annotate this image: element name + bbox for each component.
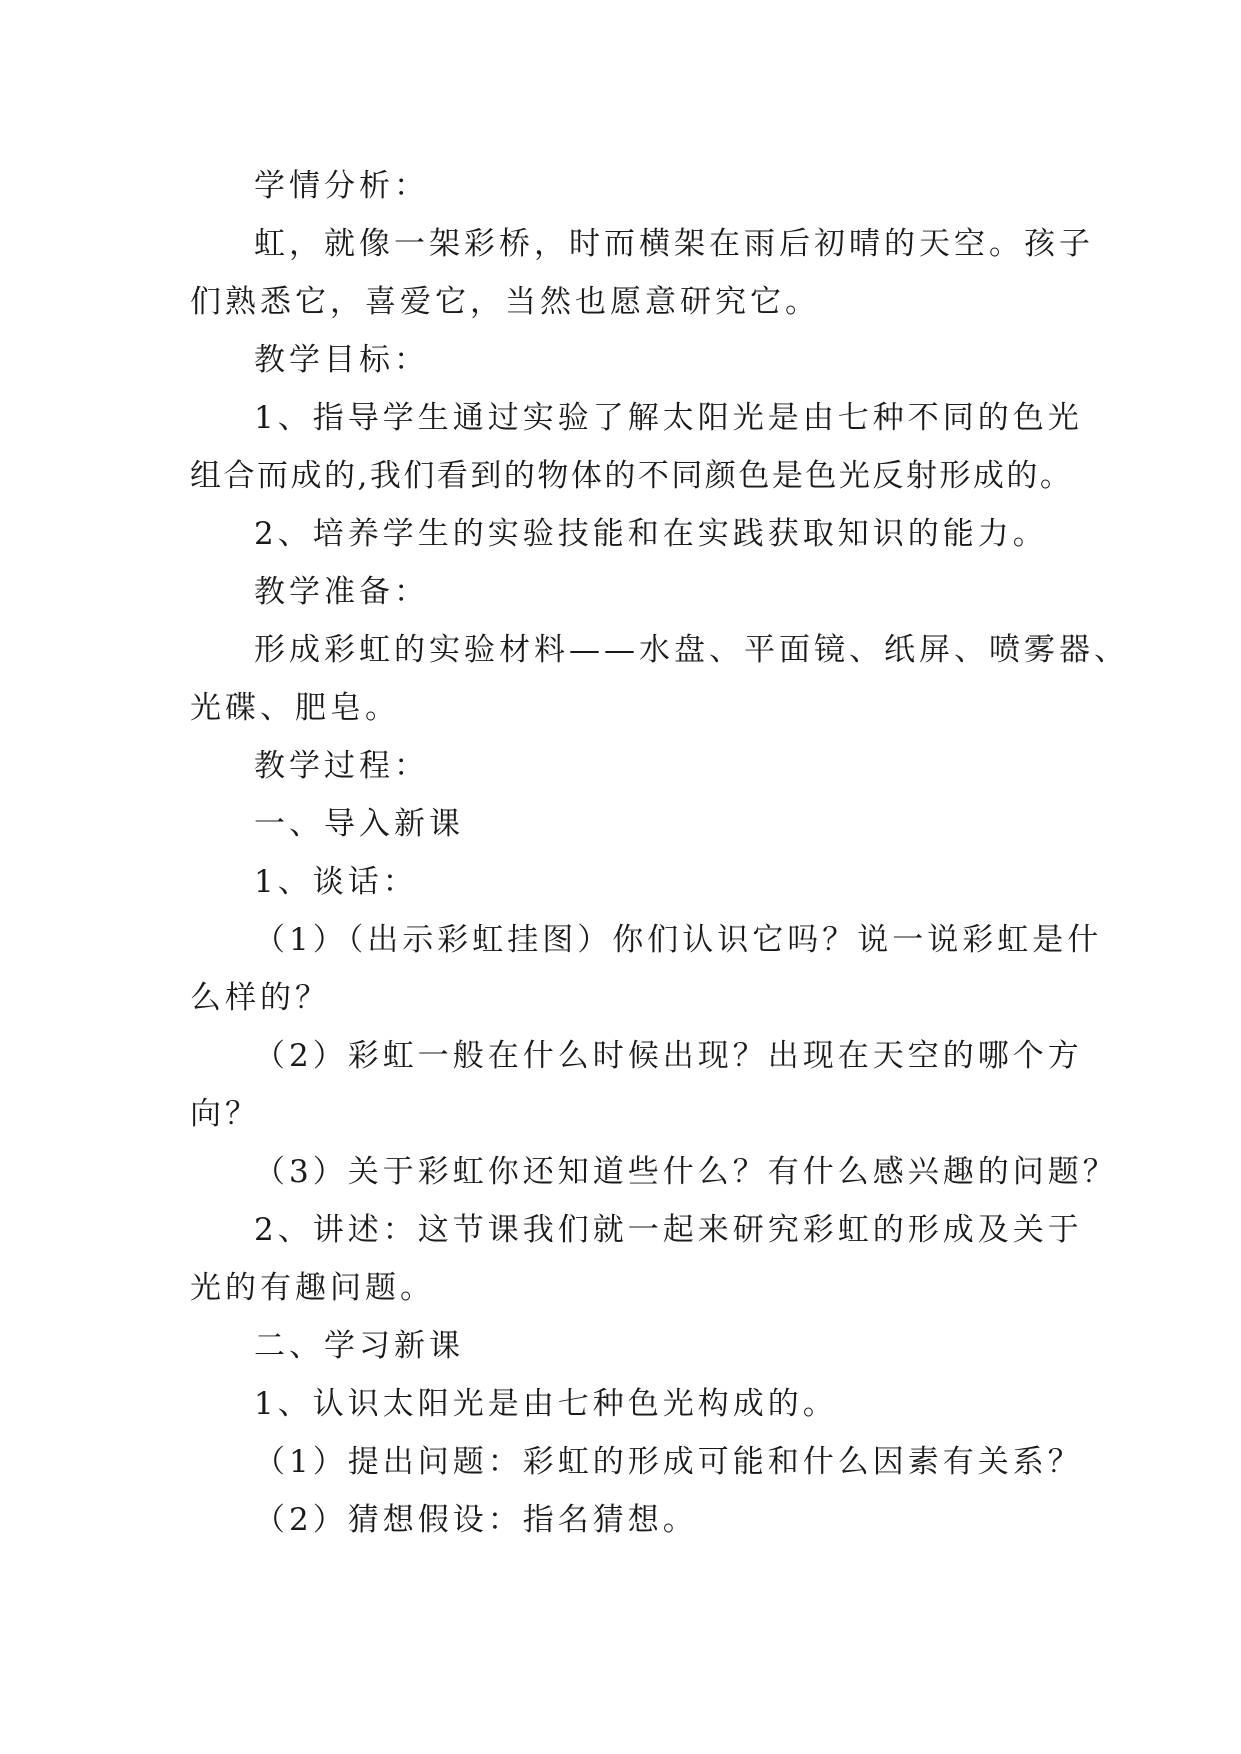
paragraph-line: 光碟、肥皂。 — [190, 690, 400, 726]
list-item: （1）提出问题：彩虹的形成可能和什么因素有关系？ — [254, 1444, 1083, 1480]
paragraph-line: 光的有趣问题。 — [190, 1270, 435, 1306]
heading-student-analysis: 学情分析： — [254, 168, 429, 204]
heading-teaching-goals: 教学目标： — [254, 342, 429, 378]
list-item: （2）猜想假设：指名猜想。 — [254, 1502, 698, 1538]
section-heading: 二、学习新课 — [254, 1328, 464, 1364]
paragraph-line: 么样的？ — [190, 980, 330, 1016]
section-heading: 一、导入新课 — [254, 806, 464, 842]
list-item: 1、指导学生通过实验了解太阳光是由七种不同的色光 — [254, 400, 1083, 436]
paragraph-line: 向？ — [190, 1096, 260, 1132]
list-item: 2、培养学生的实验技能和在实践获取知识的能力。 — [254, 516, 1048, 552]
paragraph-line: 虹，就像一架彩桥，时而横架在雨后初晴的天空。孩子 — [254, 226, 1094, 262]
paragraph-line: 们熟悉它，喜爱它，当然也愿意研究它。 — [190, 284, 820, 320]
list-item: （1）（出示彩虹挂图）你们认识它吗？说一说彩虹是什 — [254, 922, 1103, 958]
list-item: 1、认识太阳光是由七种色光构成的。 — [254, 1386, 838, 1422]
heading-teaching-process: 教学过程： — [254, 748, 429, 784]
list-item: （3）关于彩虹你还知道些什么？有什么感兴趣的问题？ — [254, 1154, 1118, 1190]
list-item: 2、讲述：这节课我们就一起来研究彩虹的形成及关于 — [254, 1212, 1083, 1248]
paragraph-line: 组合而成的,我们看到的物体的不同颜色是色光反射形成的。 — [190, 458, 1074, 494]
list-item: 1、谈话： — [254, 864, 418, 900]
list-item: （2）彩虹一般在什么时候出现？出现在天空的哪个方 — [254, 1038, 1083, 1074]
paragraph-line: 形成彩虹的实验材料——水盘、平面镜、纸屏、喷雾器、 — [254, 632, 1129, 668]
heading-teaching-preparation: 教学准备： — [254, 574, 429, 610]
